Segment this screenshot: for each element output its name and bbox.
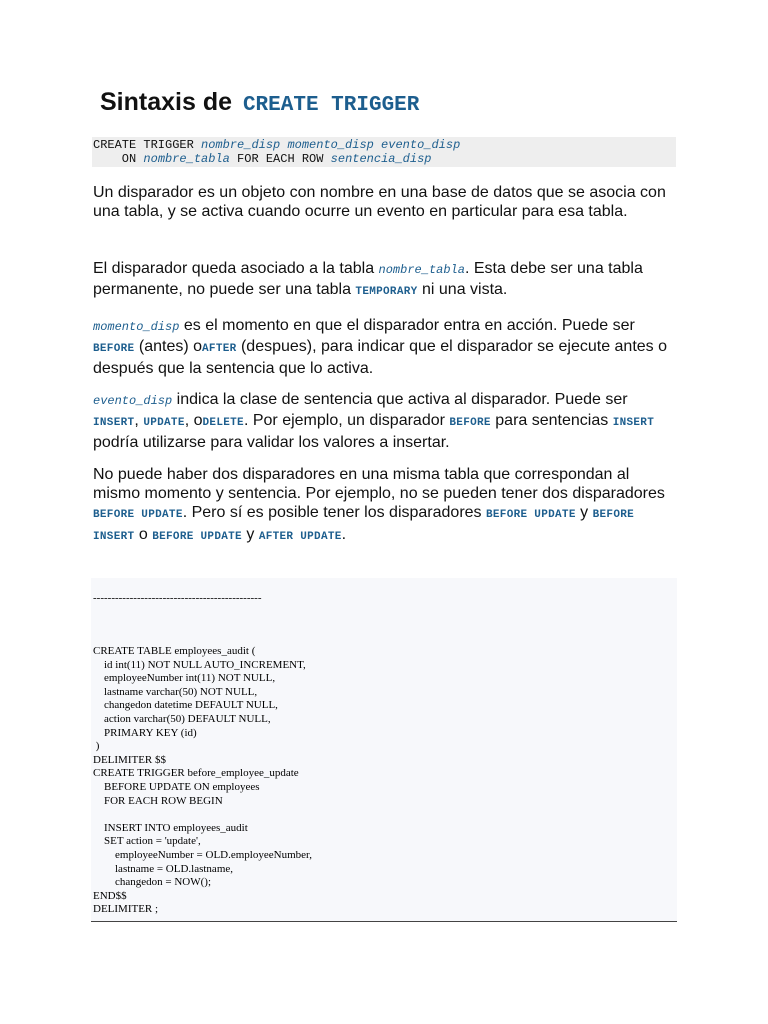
code-evento-disp: evento_disp [93, 394, 173, 408]
code-before-update: BEFORE UPDATE [152, 531, 242, 543]
paragraph-evento [93, 390, 673, 452]
code-temporary: TEMPORARY [355, 286, 418, 298]
code-momento-disp: momento_disp [93, 320, 180, 334]
code-before-insert: BEFORE INSERT [93, 509, 635, 543]
text: para sentencias [490, 412, 613, 429]
text: (antes) o [134, 338, 203, 355]
text: (despues), para indicar que el disparador se ejecute antes o después que la sentencia que lo activa. [93, 338, 668, 377]
code-example-block [91, 578, 677, 922]
code-after: AFTER [202, 343, 237, 355]
sql-code: CREATE TABLE employees_audit ( id int(11) NOT NULL AUTO_INCREMENT, employeeNumber int(11) NOT NULL, lastname varchar(50) NOT NULL, changedon datetime DEFAULT NULL, action varchar(50) DEFAULT NULL, PRIMARY KEY (id) ) DELIMITER $$ CREATE TRIGGER before_employee_update BEFORE UPDATE ON employees FOR EACH ROW BEGIN INSERT INTO employees_audit SET action = 'update', employeeNumber = OLD.employeeNumber, lastname = OLD.lastname, changedon = NOW(); END$$ DELIMITER ; [93, 645, 312, 916]
paragraph-definition: Un disparador es un objeto con nombre en una base de datos que se asocia con una tabla, y se activa cuando ocurre un evento en particular para esa tabla. [93, 184, 666, 220]
syntax-box [92, 137, 676, 167]
paragraph-momento [93, 316, 673, 378]
code-before-update: BEFORE UPDATE [93, 509, 183, 521]
text: , [134, 412, 144, 429]
text: . Pero sí es posible tener los disparadores [182, 504, 486, 521]
page-title [100, 88, 419, 117]
text: . Esta debe ser una tabla permanente, no puede ser una tabla [93, 260, 643, 298]
code-before: BEFORE [449, 417, 491, 429]
paragraph-restriction [93, 465, 673, 547]
text: . Por ejemplo, un disparador [243, 412, 450, 429]
title-keyword: CREATE TRIGGER [242, 94, 420, 117]
code-update: UPDATE [143, 417, 185, 429]
text: podría utilizarse para validar los valores a insertar. [93, 434, 450, 451]
syntax-line2-table: nombre_tabla [143, 152, 230, 166]
syntax-line2-on: ON [93, 152, 144, 166]
text: y [575, 504, 593, 521]
code-before-update: BEFORE UPDATE [486, 509, 576, 521]
text: indica la clase de sentencia que activa al disparador. Puede ser [172, 391, 628, 408]
title-prefix: Sintaxis de [100, 88, 232, 116]
code-after-update: AFTER UPDATE [258, 531, 342, 543]
text: o [134, 526, 153, 543]
text: El disparador queda asociado a la tabla [93, 260, 379, 277]
text: . [341, 526, 347, 543]
syntax-line1-params: nombre_disp momento_disp evento_disp [201, 138, 461, 152]
text: No puede haber dos disparadores en una misma tabla que correspondan al mismo momento y sentencia. Por ejemplo, no se pueden tener dos disparadores [93, 466, 665, 502]
text: es el momento en que el disparador entra en acción. Puede ser [179, 317, 635, 334]
syntax-line1-keywords: CREATE TRIGGER [93, 138, 202, 152]
text: ni una vista. [417, 281, 508, 298]
paragraph-table [93, 259, 673, 302]
separator-dashes: ---------------------------------------------- [93, 592, 262, 604]
syntax-line2-foreach: FOR EACH ROW [229, 152, 331, 166]
code-nombre-tabla: nombre_tabla [378, 263, 465, 277]
code-delete: DELETE [202, 417, 244, 429]
text: , o [184, 412, 203, 429]
syntax-line2-statement: sentencia_disp [330, 152, 432, 166]
text: y [241, 526, 259, 543]
code-insert: INSERT [612, 417, 655, 429]
code-insert: INSERT [93, 417, 135, 429]
code-before: BEFORE [93, 343, 135, 355]
